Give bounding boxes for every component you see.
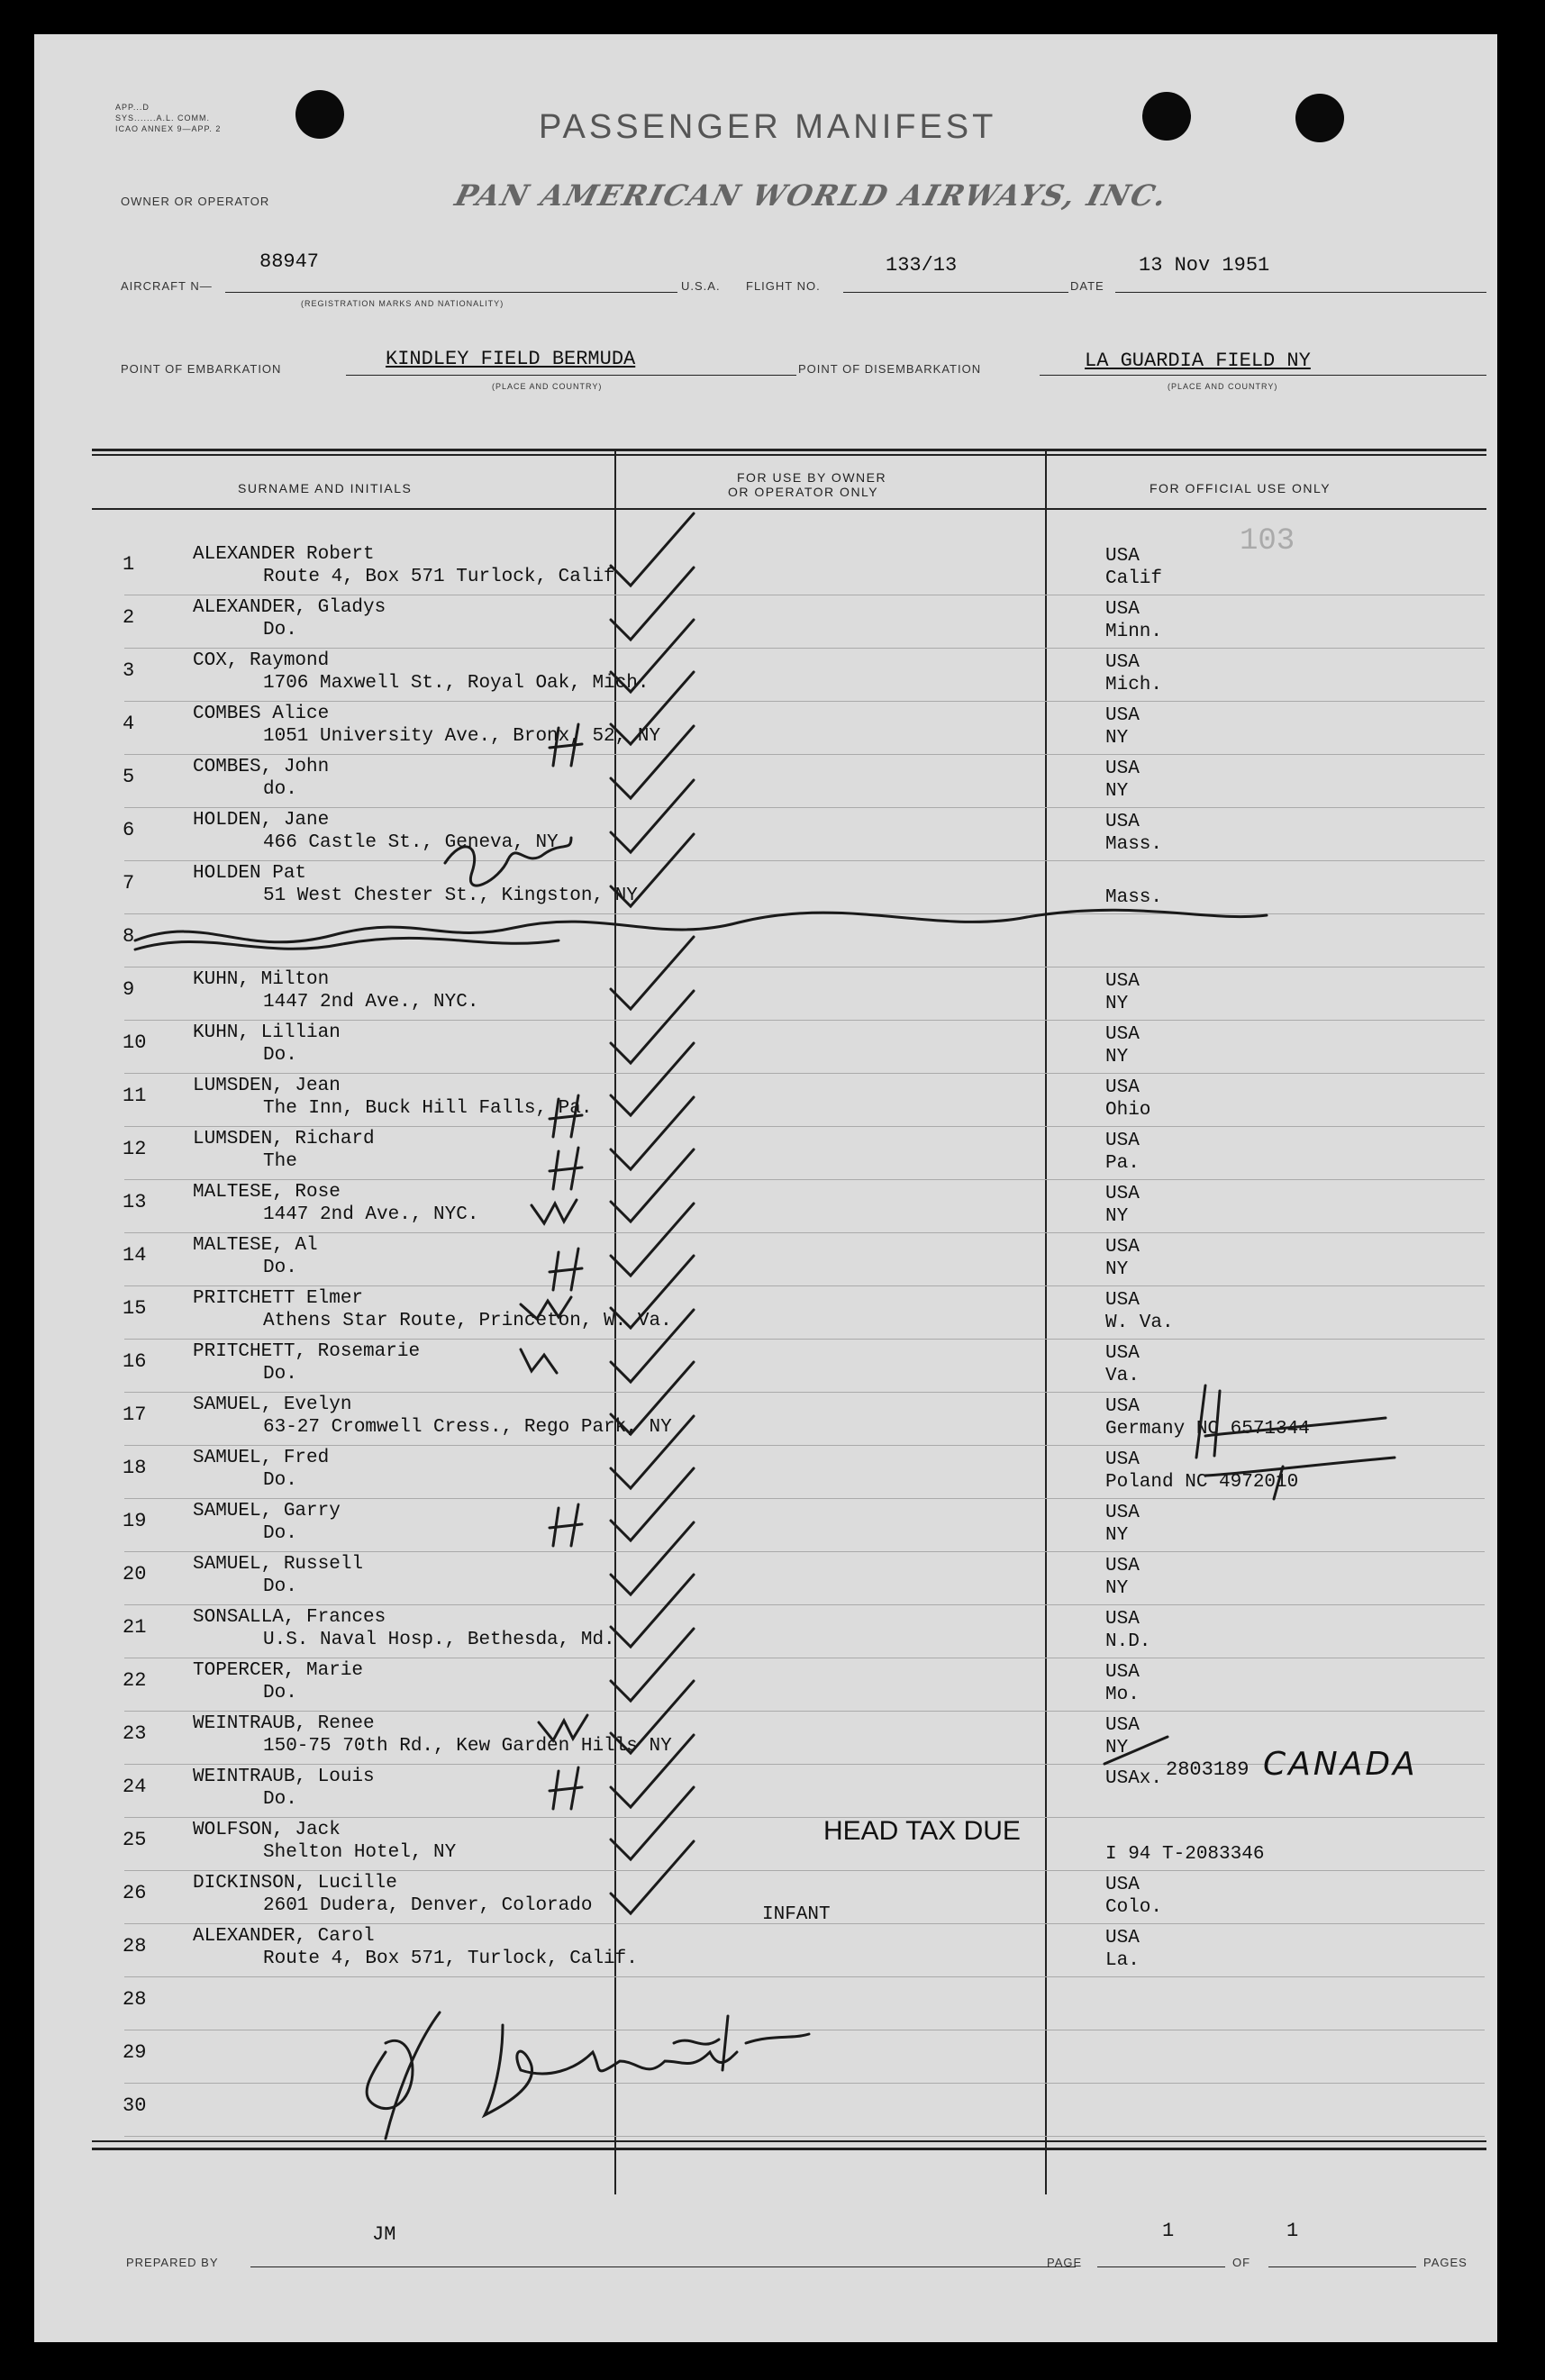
row-number: 6 [123,819,135,841]
official-nationality: USA [1105,1290,1140,1311]
passenger-name: HOLDEN Pat [193,863,307,884]
row-number: 23 [123,1722,147,1745]
initial-mark [550,1249,582,1290]
passenger-name: PRITCHETT, Rosemarie [193,1341,421,1362]
disembark-label: POINT OF DISEMBARKATION [798,362,982,376]
official-residence: NY [1105,1259,1129,1280]
official-nationality: USAx. [1105,1768,1163,1789]
passenger-name: COX, Raymond [193,650,330,671]
official-nationality: USA [1105,971,1140,992]
passenger-address: Do. [263,1258,297,1278]
row-number: 16 [123,1350,147,1373]
of-label: OF [1232,2256,1251,2269]
column-official: FOR OFFICIAL USE ONLY [1150,481,1331,495]
strike-line [1205,1458,1395,1476]
owner-value: PAN AMERICAN WORLD AIRWAYS, INC. [451,178,1172,213]
row-number: 22 [123,1669,147,1692]
approval-note-2: SYS.......A.L. COMM. [115,114,211,123]
row-number: 19 [123,1510,147,1532]
row-number: 20 [123,1563,147,1585]
embark-label: POINT OF EMBARKATION [121,362,282,376]
passenger-name: PRITCHETT Elmer [193,1288,364,1309]
official-residence: I 94 T-2083346 [1105,1844,1265,1865]
official-residence: Pa. [1105,1153,1140,1174]
official-residence: NY [1105,1578,1129,1599]
official-nationality: USA [1105,1609,1140,1630]
infant-label: INFANT [762,1904,831,1925]
passenger-name: WOLFSON, Jack [193,1820,341,1840]
passenger-address: Route 4, Box 571, Turlock, Calif. [263,1949,638,1969]
approval-note-1: APP...D [115,103,150,112]
row-number: 25 [123,1829,147,1851]
official-residence: Va. [1105,1366,1140,1386]
row24-number: 2803189 [1166,1758,1250,1781]
passenger-address: Shelton Hotel, NY [263,1842,457,1863]
row-number: 13 [123,1191,147,1213]
official-residence: Mass. [1105,834,1163,855]
initial-mark [521,1349,557,1373]
official-residence: NY [1105,781,1129,802]
official-residence: La. [1105,1950,1140,1971]
passenger-address: 466 Castle St., Geneva, NY [263,832,559,853]
passenger-name: MALTESE, Rose [193,1182,341,1203]
passenger-name: TOPERCER, Marie [193,1660,364,1681]
disembark-note: (PLACE AND COUNTRY) [1168,382,1278,391]
passenger-name: SONSALLA, Frances [193,1607,386,1628]
initial-mark [539,1715,587,1740]
official-residence: Poland NC 4972010 [1105,1472,1299,1493]
aircraft-value: 88947 [259,250,320,273]
scribble-mark [1196,1385,1220,1458]
row-number: 18 [123,1457,147,1479]
row-number: 26 [123,1882,147,1904]
passenger-name: SAMUEL, Garry [193,1501,341,1522]
aircraft-note: (REGISTRATION MARKS AND NATIONALITY) [301,299,504,308]
flight-value: 133/13 [886,254,958,277]
official-nationality: USA [1105,1077,1140,1098]
passenger-address: Do. [263,1364,297,1385]
strike-line [1104,1737,1168,1764]
official-residence: NY [1105,1525,1129,1546]
passenger-address: 150-75 70th Rd., Kew Garden Hills NY [263,1736,672,1757]
passenger-name: ALEXANDER, Gladys [193,597,386,618]
official-nationality: USA [1105,1928,1140,1949]
strike-line [1205,1418,1386,1436]
head-tax-due: HEAD TAX DUE [823,1816,1021,1846]
initial-mark [550,1095,582,1137]
passenger-address: 63-27 Cromwell Cress., Rego Park, NY [263,1417,672,1438]
official-nationality: USA [1105,1024,1140,1045]
initial-mark [550,1767,582,1809]
date-value: 13 Nov 1951 [1139,254,1270,277]
passenger-name: SAMUEL, Evelyn [193,1394,352,1415]
page-label: PAGE [1047,2256,1083,2269]
passenger-address: Athens Star Route, Princeton, W. Va. [263,1311,672,1331]
row-number: 29 [123,2041,147,2064]
official-residence: NY [1105,1738,1129,1758]
row-number: 9 [123,978,135,1001]
column-surname: SURNAME AND INITIALS [238,481,413,495]
official-residence: N.D. [1105,1631,1151,1652]
passenger-address: 1051 University Ave., Bronx, 52, NY [263,726,661,747]
row-number: 8 [123,925,135,948]
aircraft-label: AIRCRAFT N— [121,279,213,293]
usa-label: U.S.A. [681,279,721,293]
strike-line [135,938,559,949]
prepared-label: PREPARED BY [126,2256,219,2269]
passenger-address: 51 West Chester St., Kingston, NY [263,886,638,906]
owner-label: OWNER OR OPERATOR [121,195,270,208]
official-residence: Ohio [1105,1100,1151,1121]
manifest-sheet [34,34,1497,2342]
strike-line [135,910,1267,942]
passenger-address: Do. [263,1683,297,1703]
passenger-name: ALEXANDER Robert [193,544,375,565]
row-number: 3 [123,659,135,682]
disembark-value: LA GUARDIA FIELD NY [1085,350,1311,372]
official-residence: Colo. [1105,1897,1163,1918]
official-nationality: USA [1105,1184,1140,1204]
flight-label: FLIGHT NO. [746,279,821,293]
official-nationality: USA [1105,652,1140,673]
row-number: 10 [123,1031,147,1054]
row-number: 11 [123,1085,147,1107]
official-residence: Calif [1105,568,1163,589]
row-number: 15 [123,1297,147,1320]
passenger-name: WEINTRAUB, Renee [193,1713,375,1734]
passenger-name: DICKINSON, Lucille [193,1873,397,1894]
official-nationality: USA [1105,1237,1140,1258]
official-nationality: USA [1105,1503,1140,1523]
passenger-name: COMBES, John [193,757,330,777]
passenger-address: Do. [263,1045,297,1066]
passenger-name: SAMUEL, Fred [193,1448,330,1468]
check-mark [611,513,694,586]
passenger-name: MALTESE, Al [193,1235,318,1256]
embark-value: KINDLEY FIELD BERMUDA [386,348,636,370]
passenger-address: Do. [263,1576,297,1597]
passenger-address: Do. [263,1470,297,1491]
row-number: 1 [123,553,135,576]
row24-country: CANADA [1263,1746,1418,1783]
official-nationality: USA [1105,1396,1140,1417]
row-number: 28 [123,1935,147,1958]
passenger-address: 1447 2nd Ave., NYC. [263,992,479,1013]
form-title: PASSENGER MANIFEST [539,108,997,146]
of-value: 1 [1286,2220,1299,2242]
official-nationality: USA [1105,1449,1140,1470]
passenger-address: Do. [263,1789,297,1810]
passenger-address: Route 4, Box 571 Turlock, Calif [263,567,615,587]
official-nationality: USA [1105,1875,1140,1895]
approval-note-3: ICAO ANNEX 9—APP. 2 [115,124,222,133]
row-number: 21 [123,1616,147,1639]
date-label: DATE [1070,279,1104,293]
row-number: 12 [123,1138,147,1160]
official-nationality: USA [1105,1715,1140,1736]
official-residence: Minn. [1105,622,1163,642]
row-number: 28 [123,1988,147,2011]
official-residence: Mo. [1105,1685,1140,1705]
passenger-address: The [263,1151,297,1172]
row-number: 2 [123,606,135,629]
check-mark [611,937,694,1009]
passenger-address: Do. [263,620,297,640]
row-number: 24 [123,1776,147,1798]
official-residence: Mass. [1105,887,1163,908]
official-nationality: USA [1105,546,1140,567]
scribble-mark [445,838,571,886]
row-number: 14 [123,1244,147,1267]
passenger-name: HOLDEN, Jane [193,810,330,831]
initial-mark [550,1504,582,1546]
pages-label: PAGES [1423,2256,1468,2269]
official-residence: W. Va. [1105,1313,1174,1333]
official-nationality: USA [1105,1343,1140,1364]
row-number: 30 [123,2094,147,2117]
passenger-name: LUMSDEN, Richard [193,1129,375,1149]
row-number: 5 [123,766,135,788]
official-residence: Germany NC 6571344 [1105,1419,1310,1440]
prepared-value: JM [372,2223,396,2246]
column-owner-use-2: OR OPERATOR ONLY [728,485,879,499]
scribble-mark [1274,1467,1283,1499]
official-residence: NY [1105,994,1129,1014]
initial-mark [532,1200,577,1223]
page-value: 1 [1162,2220,1175,2242]
passenger-name: KUHN, Lillian [193,1022,341,1043]
passenger-name: WEINTRAUB, Louis [193,1767,375,1787]
passenger-address: 1447 2nd Ave., NYC. [263,1204,479,1225]
passenger-address: Do. [263,1523,297,1544]
initial-mark [521,1297,571,1319]
row-number: 7 [123,872,135,895]
passenger-address: do. [263,779,297,800]
official-nationality: USA [1105,1662,1140,1683]
column-owner-use-1: FOR USE BY OWNER [737,470,887,485]
official-nationality: USA [1105,599,1140,620]
official-nationality: USA [1105,1131,1140,1151]
official-residence: NY [1105,1047,1129,1067]
official-residence: NY [1105,1206,1129,1227]
row-number: 4 [123,713,135,735]
official-nationality: USA [1105,759,1140,779]
passenger-name: KUHN, Milton [193,969,330,990]
row-number: 17 [123,1403,147,1426]
initial-mark [550,1148,582,1189]
passenger-name: LUMSDEN, Jean [193,1076,341,1096]
official-nationality: USA [1105,1556,1140,1576]
passenger-address: The Inn, Buck Hill Falls, Pa. [263,1098,593,1119]
passenger-name: ALEXANDER, Carol [193,1926,375,1947]
official-residence: NY [1105,728,1129,749]
signature-mark [367,2012,809,2139]
passenger-address: 2601 Dudera, Denver, Colorado [263,1895,593,1916]
embark-note: (PLACE AND COUNTRY) [492,382,603,391]
official-nationality: USA [1105,812,1140,832]
initial-mark [550,724,582,766]
official-nationality: USA [1105,705,1140,726]
passenger-name: SAMUEL, Russell [193,1554,364,1575]
handwriting-marks [34,34,1497,2342]
passenger-address: 1706 Maxwell St., Royal Oak, Mich. [263,673,650,694]
passenger-address: U.S. Naval Hosp., Bethesda, Md. [263,1630,615,1650]
official-stamp: 103 [1240,524,1295,559]
official-residence: Mich. [1105,675,1163,695]
passenger-name: COMBES Alice [193,704,330,724]
